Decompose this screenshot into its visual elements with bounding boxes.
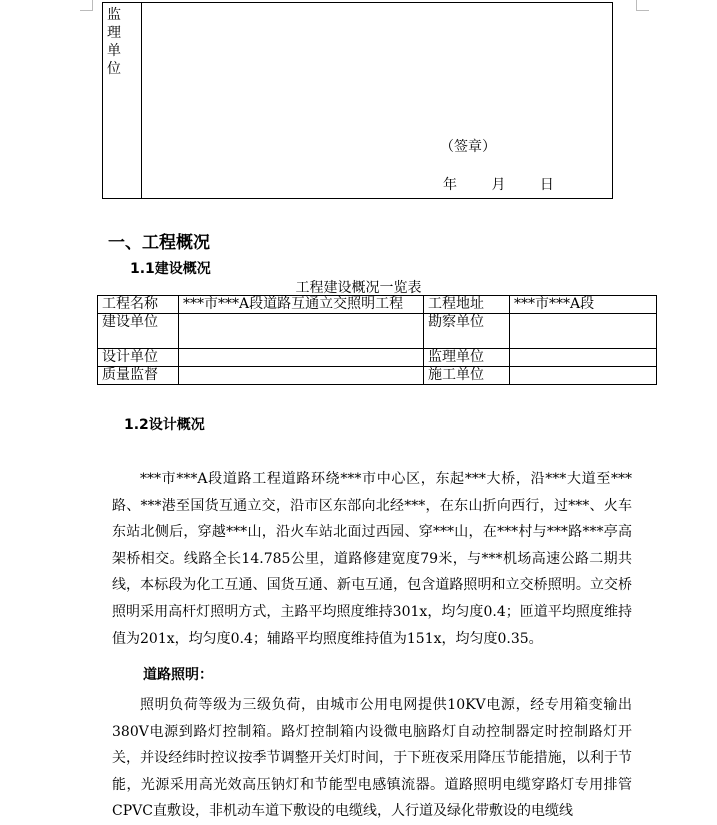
road-lighting-paragraph: [112, 692, 632, 825]
table-cell: [179, 349, 424, 367]
table-cell: 建设单位: [98, 314, 179, 349]
seal-text: （签章）: [440, 139, 496, 155]
table-row: [98, 367, 657, 385]
table-row: [98, 314, 657, 349]
page-corner-mark-right: [636, 0, 649, 11]
table-cell: 设计单位: [98, 349, 179, 367]
subsection-heading-design: 1.2设计概况: [124, 417, 205, 433]
table-cell: 施工单位: [424, 367, 510, 385]
page-corner-mark-left: [80, 0, 93, 11]
date-day: 日: [539, 177, 554, 193]
date-year: 年: [443, 177, 457, 193]
table-cell: 质量监督: [98, 367, 179, 385]
section-heading: 一、工程概况: [108, 233, 210, 253]
date-month: 月: [491, 177, 506, 193]
paragraph-text: ***市***A段道路工程道路环绕***市中心区，东起***大桥，沿***大道至***路、***港至国货互通立交，沿市区东部向北经***，在东山折向西行，过***、火车东站北侧后，穿越***山，沿火车站北面过西园、穿***山，在***村与***路***亭高架桥相交。线路全长14.785公里，道路修建宽度79米，与***机场高速公路二期共线，本标段为化工互通、国货互通、新屯互通，包含道路照明和立交桥照明。立交桥照明采用高杆灯照明方式，主路平均照度维持301x，均匀度0.4；匝道平均照度维持值为201x，均匀度0.4；辅路平均照度维持值为151x，均匀度0.35。: [112, 471, 632, 647]
table-caption: 工程建设概况一览表: [295, 280, 422, 296]
table-row: [98, 296, 657, 314]
supervision-label-char: 理: [107, 25, 121, 41]
table-cell: [179, 314, 424, 349]
table-cell: ***市***A段道路互通立交照明工程: [179, 296, 424, 314]
table-cell: 工程名称: [98, 296, 179, 314]
road-lighting-heading: 道路照明：: [143, 667, 213, 683]
project-info-table: [97, 295, 657, 385]
supervision-label-char: 监: [107, 7, 121, 23]
supervision-label-char: 单: [107, 43, 121, 59]
supervision-label: [107, 6, 127, 78]
table-cell: [510, 349, 657, 367]
paragraph-text: 照明负荷等级为三级负荷，由城市公用电网提供10KV电源，经专用箱变输出380V电源到路灯控制箱。路灯控制箱内设微电脑路灯自动控制器定时控制路灯开关，并设经纬时控议按季节调整开关灯时间，于下班夜采用降压节能措施，以利于节能，光源采用高光效高压钠灯和节能型电感镇流器。道路照明电缆穿路灯专用排管CPVC直敷设，非机动车道下敷设的电缆线，人行道及绿化带敷设的电缆线: [112, 697, 632, 820]
table-cell: 监理单位: [424, 349, 510, 367]
table-cell: 勘察单位: [424, 314, 510, 349]
date-line: [443, 174, 554, 194]
table-cell: [179, 367, 424, 385]
table-cell: ***市***A段: [510, 296, 657, 314]
design-overview-paragraph: [112, 466, 632, 652]
table-row: [98, 349, 657, 367]
subsection-heading-construction: 1.1建设概况: [130, 261, 211, 277]
table-cell: 工程地址: [424, 296, 510, 314]
supervision-divider: [141, 2, 142, 199]
supervision-label-char: 位: [107, 61, 121, 77]
table-cell: [510, 367, 657, 385]
supervision-box: [102, 2, 613, 199]
table-cell: [510, 314, 657, 349]
